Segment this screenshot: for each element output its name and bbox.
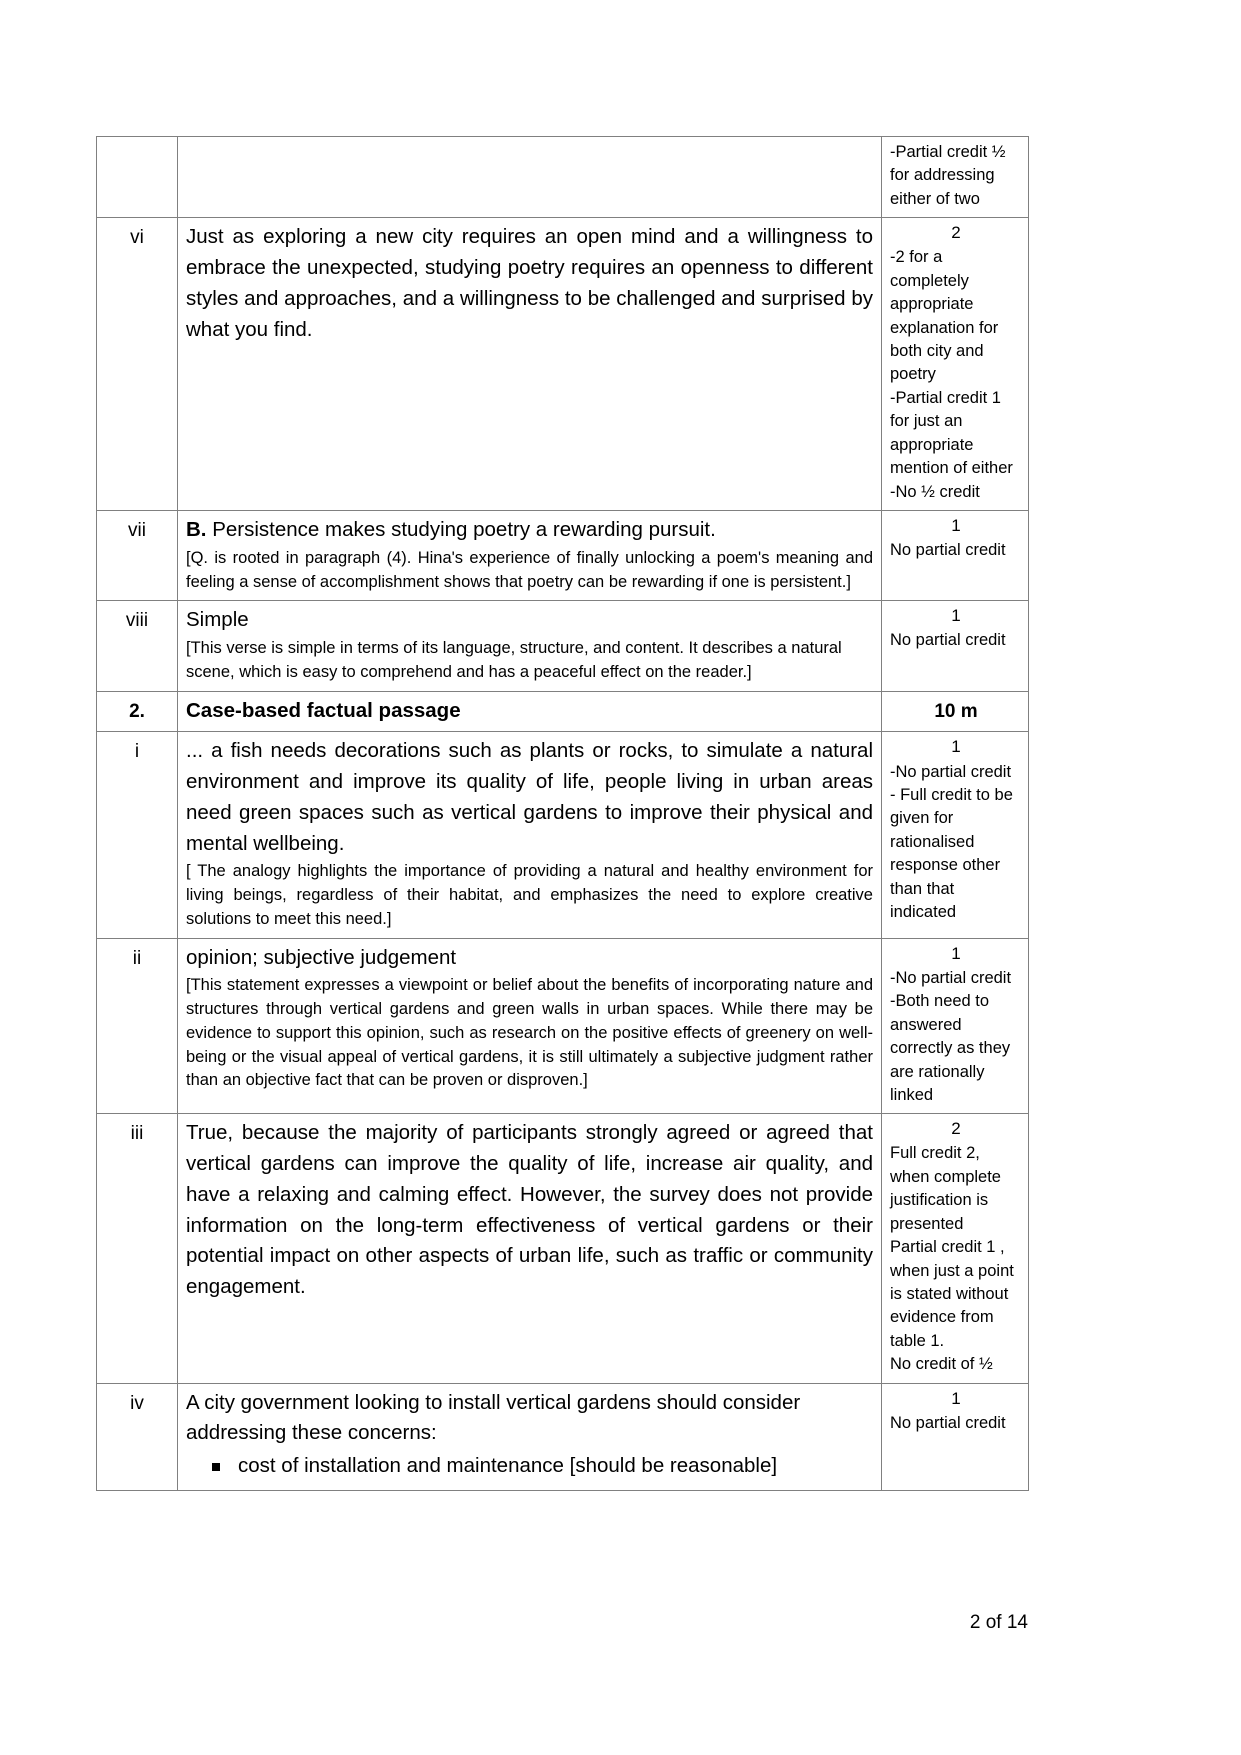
row-marks-cell (882, 601, 1029, 691)
section-number-cell: 2. (97, 691, 178, 732)
table-row (97, 732, 1029, 938)
row-answer-cell (178, 218, 882, 511)
row-marks-cell (882, 511, 1029, 601)
marks-score: 1 (951, 737, 961, 757)
answer-text: A city government looking to install vertical gardens should consider addressing these concerns: (186, 1390, 801, 1445)
marks-score: 2 (951, 223, 961, 243)
list-item: cost of installation and maintenance [should be reasonable] (238, 1451, 873, 1482)
marks-score: 1 (951, 943, 961, 963)
row-answer-cell (178, 938, 882, 1114)
table-row (97, 601, 1029, 691)
row-marks-cell (882, 938, 1029, 1114)
answer-text: True, because the majority of participants strongly agreed or agreed that vertical gardens can improve the quality of life, increase air quality, and have a relaxing and calming effect. However, the survey does not provide information on the long-term effectiveness of vertical gardens or their potential impact on other aspects of urban life, such as traffic or community engagement. (186, 1121, 873, 1299)
marks-note: -2 for a completely appropriate explanation for both city and poetry -Partial credit 1 for just an appropriate mention of either -No ½ credit (890, 248, 1013, 501)
row-number-cell: vii (97, 511, 178, 601)
row-marks-cell (882, 732, 1029, 938)
section-title-cell (178, 691, 882, 732)
row-number-cell: iii (97, 1114, 178, 1383)
page-footer (96, 1612, 1028, 1634)
table-row (97, 511, 1029, 601)
answer-text: Just as exploring a new city requires an open mind and a willingness to embrace the unexpected, studying poetry requires an openness to different styles and approaches, and a willingness to be challenged and surprised by what you find. (186, 225, 873, 341)
row-number-cell: i (97, 732, 178, 938)
marks-note: No partial credit (890, 541, 1006, 560)
marks-note: -Partial credit ½ for addressing either of two (890, 143, 1006, 208)
row-answer-cell (178, 1383, 882, 1490)
marking-scheme-table (96, 136, 1029, 1491)
row-number-cell: vi (97, 218, 178, 511)
marks-score: 1 (951, 606, 961, 626)
table-row (97, 1114, 1029, 1383)
answer-text: ... a fish needs decorations such as plants or rocks, to simulate a natural environment and improve its quality of life, people living in urban areas need green spaces such as vertical gardens to improve their physical and mental wellbeing. (186, 739, 873, 855)
row-answer-cell (178, 601, 882, 691)
row-marks-cell (882, 218, 1029, 511)
marks-note: -No partial credit - Full credit to be given for rationalised response other than that indicated (890, 762, 1013, 922)
answer-text-body: Persistence makes studying poetry a rewarding pursuit. (206, 518, 716, 541)
row-marks-cell (882, 1383, 1029, 1490)
marking-scheme-sheet (96, 136, 1028, 1491)
table-row (97, 137, 1029, 218)
row-marks-cell (882, 137, 1029, 218)
row-number-cell: iv (97, 1383, 178, 1490)
row-answer-cell (178, 732, 882, 938)
marks-score: 1 (951, 1388, 961, 1408)
row-answer-cell (178, 511, 882, 601)
row-number-cell: viii (97, 601, 178, 691)
row-answer-cell (178, 137, 882, 218)
row-marks-cell (882, 1114, 1029, 1383)
marks-note: No partial credit (890, 1413, 1006, 1432)
row-number-cell (97, 137, 178, 218)
marks-note: -No partial credit -Both need to answered correctly as they are rationally linked (890, 968, 1012, 1104)
table-row (97, 938, 1029, 1114)
table-section-header-row (97, 691, 1029, 732)
marks-score: 2 (951, 1119, 961, 1139)
answer-text (186, 515, 873, 546)
row-number-cell: ii (97, 938, 178, 1114)
concerns-list (186, 1451, 873, 1482)
marks-note: No partial credit (890, 631, 1006, 650)
section-marks-cell (882, 691, 1029, 732)
marks-score: 1 (951, 516, 961, 535)
table-row (97, 1383, 1029, 1490)
answer-explanation: [This statement expresses a viewpoint or belief about the benefits of incorporating nature and structures through vertical gardens and green walls in urban spaces. While there may be evidence to support this opinion, such as research on the positive effects of greenery on well-being or the visual appeal of vertical gardens, it is still ultimately a subjective judgment rather than an objective fact that can be proven or disproven.] (186, 976, 873, 1090)
answer-text: Simple (186, 608, 249, 632)
answer-explanation: [ The analogy highlights the importance of providing a natural and healthy environment for living beings, regardless of their habitat, and emphasizes the need to explore creative solutions to meet this need.] (186, 862, 873, 928)
marks-note: Full credit 2, when complete justification is presented Partial credit 1 , when just a point is stated without evidence from table 1. No credit of ½ (890, 1144, 1014, 1374)
answer-text: opinion; subjective judgement (186, 945, 457, 969)
section-total-marks: 10 m (934, 700, 978, 722)
page-number-label: 2 of 14 (969, 1612, 1028, 1633)
section-title: Case-based factual passage (186, 698, 461, 722)
table-row (97, 218, 1029, 511)
answer-explanation: [Q. is rooted in paragraph (4). Hina's experience of finally unlocking a poem's meaning and feeling a sense of accomplishment shows that poetry can be rewarding if one is persistent.] (186, 548, 873, 591)
answer-explanation: [This verse is simple in terms of its language, structure, and content. It describes a natural scene, which is easy to comprehend and has a peaceful effect on the reader.] (186, 639, 842, 681)
row-answer-cell (178, 1114, 882, 1383)
answer-option-letter: B. (186, 518, 207, 541)
